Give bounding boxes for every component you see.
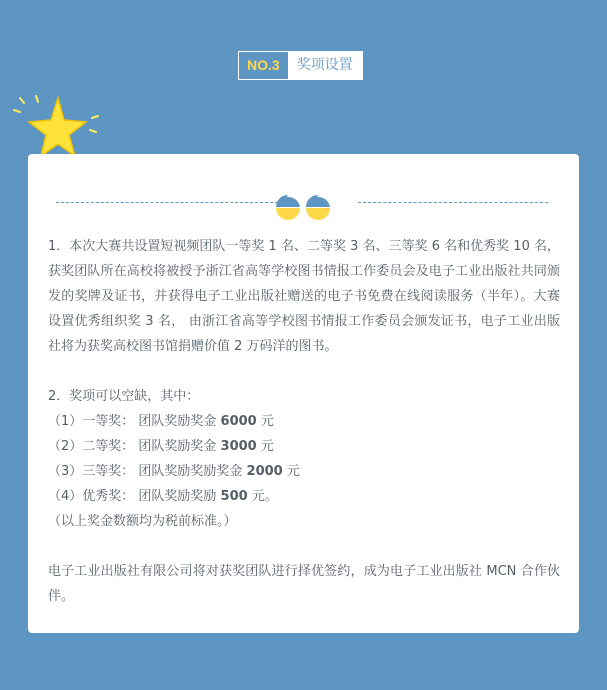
section-title: 奖项设置 [296,57,353,73]
divider-right [358,202,548,203]
divider-left [56,202,278,203]
prize-item: （3）三等奖： 团队奖励奖励奖金 2000 元 [48,464,300,479]
section3-paragraph: 电子工业出版社有限公司将对获奖团队进行择优签约，成为电子工业出版社 MCN 合作伙伴。 [48,564,560,604]
section1-paragraph: 1．本次大赛共设置短视频团队一等奖 1 名、二等奖 3 名、三等奖 6 名和优秀奖 10 名， 获奖团队所在高校将被授予浙江省高等学校图书情报工作委员会及电子工业出版社共同颁 发的奖牌及证书，并获得电子工业出版社赠送的电子书免费在线阅读服务（半年）。大赛设置优秀组织奖 3 名， 由浙江省高等学校图书情报工作委员会颁发证书，电子工业出版社将为获奖高校图书馆捐赠价值 2 万码洋的图书。 [48,239,560,354]
content-body [48,234,560,609]
prize-item: （1）一等奖： 团队奖励奖金 6000 元 [48,414,274,429]
quote-icon [273,187,333,223]
content-card [28,154,579,633]
prize-item: （4）优秀奖： 团队奖励奖励 500 元。 [48,489,278,504]
section-badge [238,51,363,80]
section-number: NO.3 [239,52,288,79]
prize-item: （2）二等奖： 团队奖励奖金 3000 元 [48,439,274,454]
section2-intro: 2．奖项可以空缺，其中： [48,389,200,404]
prize-note: （以上奖金数额均为税前标准。） [48,514,237,529]
